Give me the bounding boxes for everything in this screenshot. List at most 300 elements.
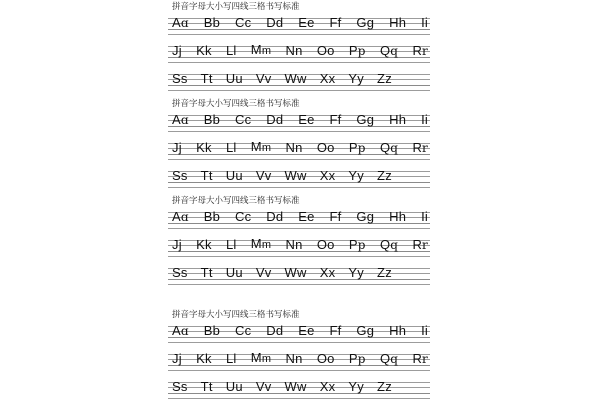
- lowercase-letter: j: [178, 351, 182, 366]
- letter-pair: [412, 141, 428, 155]
- uppercase-letter: P: [348, 43, 358, 58]
- letter-pair: [380, 44, 398, 58]
- lowercase-letter: x: [328, 168, 336, 183]
- lowercase-letter: y: [357, 379, 364, 394]
- lowercase-letter: n: [295, 140, 303, 155]
- lowercase-letter: u: [235, 71, 243, 86]
- lowercase-letter: z: [385, 265, 392, 280]
- letter-pair: [380, 352, 398, 366]
- lowercase-letter: e: [307, 323, 315, 338]
- lowercase-letter: w: [297, 71, 307, 86]
- letter-pair: [196, 238, 212, 252]
- letter-pair: [172, 324, 189, 338]
- letter-pair: [286, 238, 303, 252]
- letter-pair: [235, 16, 251, 30]
- lowercase-letter: f: [337, 15, 342, 30]
- uppercase-letter: J: [172, 140, 179, 155]
- lowercase-letter: e: [307, 209, 315, 224]
- letter-pair: [320, 72, 336, 86]
- letter-pair: [349, 352, 366, 366]
- letter-pair: [412, 44, 428, 58]
- lowercase-letter: i: [424, 209, 428, 224]
- letter-pair: [317, 141, 335, 155]
- lowercase-letter: f: [337, 323, 342, 338]
- uppercase-letter: Y: [348, 71, 358, 86]
- lowercase-letter: d: [275, 209, 284, 224]
- letter-pairs: [172, 16, 428, 36]
- letter-pair: [266, 16, 283, 30]
- uppercase-letter: X: [319, 379, 329, 394]
- lowercase-letter: y: [357, 71, 364, 86]
- letter-pair: [172, 141, 182, 155]
- lowercase-letter: e: [307, 15, 315, 30]
- lowercase-letter: l: [233, 351, 237, 366]
- letter-pair: [421, 16, 428, 30]
- letter-pair: [349, 44, 366, 58]
- letter-pair: [286, 141, 303, 155]
- lowercase-letter: g: [366, 323, 375, 338]
- lowercase-letter: h: [398, 209, 407, 224]
- letter-pair: [329, 324, 341, 338]
- letter-pairs: [172, 238, 428, 258]
- letter-pair: [412, 238, 428, 252]
- uppercase-letter: Y: [348, 379, 358, 394]
- lowercase-letter: k: [204, 43, 212, 58]
- lowercase-letter: t: [208, 265, 213, 280]
- uppercase-letter: M: [250, 236, 262, 251]
- uppercase-letter: R: [412, 351, 423, 366]
- uppercase-letter: R: [412, 140, 423, 155]
- uppercase-letter: I: [421, 15, 425, 30]
- letter-pair: [266, 210, 283, 224]
- lowercase-letter: n: [295, 351, 303, 366]
- section-title: 拼音字母大小写四线三格书写标准: [172, 99, 300, 109]
- lowercase-letter: j: [178, 43, 182, 58]
- alphabet-section: [168, 310, 430, 402]
- uppercase-letter: V: [255, 265, 265, 280]
- uppercase-letter: F: [329, 209, 338, 224]
- letter-pair: [421, 113, 428, 127]
- letter-pairs: [172, 141, 428, 161]
- uppercase-letter: G: [356, 15, 367, 30]
- letter-pair: [172, 72, 188, 86]
- letter-pair: [172, 380, 188, 394]
- four-line-row: [168, 141, 430, 161]
- lowercase-letter: c: [244, 112, 252, 127]
- lowercase-letter: q: [390, 44, 399, 58]
- letter-pair: [266, 324, 283, 338]
- letter-pairs: [172, 210, 428, 230]
- uppercase-letter: N: [285, 43, 296, 58]
- lowercase-letter: u: [235, 265, 243, 280]
- lowercase-letter: f: [337, 209, 342, 224]
- four-line-row: [168, 380, 430, 400]
- uppercase-letter: A: [172, 209, 181, 224]
- uppercase-letter: S: [172, 168, 181, 183]
- four-line-row: [168, 169, 430, 189]
- uppercase-letter: M: [250, 350, 262, 365]
- uppercase-letter: Y: [348, 265, 358, 280]
- uppercase-letter: U: [225, 265, 236, 280]
- uppercase-letter: Z: [377, 265, 386, 280]
- lowercase-letter: x: [328, 379, 336, 394]
- four-line-row: [168, 238, 430, 258]
- uppercase-letter: E: [298, 112, 308, 127]
- uppercase-letter: Q: [379, 140, 391, 155]
- lowercase-letter: j: [178, 237, 182, 252]
- uppercase-letter: G: [356, 323, 367, 338]
- lowercase-letter: n: [295, 43, 303, 58]
- letter-pair: [349, 238, 366, 252]
- letter-pair: [389, 210, 406, 224]
- uppercase-letter: K: [196, 43, 205, 58]
- letter-pair: [329, 16, 341, 30]
- uppercase-letter: V: [255, 379, 265, 394]
- lowercase-letter: g: [366, 112, 375, 127]
- lowercase-letter: g: [366, 15, 375, 30]
- lowercase-letter: z: [385, 71, 392, 86]
- uppercase-letter: O: [316, 351, 328, 366]
- lowercase-letter: k: [204, 140, 212, 155]
- letter-pair: [256, 72, 272, 86]
- uppercase-letter: S: [172, 265, 181, 280]
- lowercase-letter: y: [357, 168, 364, 183]
- section-title: 拼音字母大小写四线三格书写标准: [172, 310, 300, 320]
- letter-pair: [226, 44, 237, 58]
- uppercase-letter: K: [196, 237, 205, 252]
- uppercase-letter: X: [319, 71, 329, 86]
- letter-pair: [298, 113, 314, 127]
- letter-pairs: [172, 266, 392, 286]
- lowercase-letter: s: [180, 379, 188, 394]
- uppercase-letter: G: [356, 209, 367, 224]
- letter-pair: [172, 238, 182, 252]
- lowercase-letter: d: [275, 112, 284, 127]
- letter-pair: [172, 352, 182, 366]
- letter-pair: [196, 352, 212, 366]
- uppercase-letter: N: [285, 351, 296, 366]
- letter-pair: [196, 44, 212, 58]
- letter-pair: [266, 113, 283, 127]
- uppercase-letter: P: [348, 140, 358, 155]
- lowercase-letter: r: [422, 352, 428, 366]
- lowercase-letter: v: [264, 265, 272, 280]
- uppercase-letter: E: [298, 323, 308, 338]
- lowercase-letter: p: [357, 238, 366, 252]
- letter-pair: [298, 16, 314, 30]
- lowercase-letter: ɑ: [180, 210, 189, 224]
- uppercase-letter: T: [200, 379, 209, 394]
- uppercase-letter: P: [348, 237, 358, 252]
- uppercase-letter: Q: [379, 237, 391, 252]
- letter-pair: [285, 72, 307, 86]
- uppercase-letter: W: [284, 168, 298, 183]
- letter-pair: [377, 72, 392, 86]
- uppercase-letter: C: [234, 323, 245, 338]
- letter-pair: [389, 16, 406, 30]
- uppercase-letter: B: [203, 209, 213, 224]
- letter-pair: [201, 380, 213, 394]
- letter-pair: [377, 266, 392, 280]
- uppercase-letter: O: [316, 43, 328, 58]
- uppercase-letter: K: [196, 351, 205, 366]
- lowercase-letter: s: [180, 265, 188, 280]
- uppercase-letter: X: [319, 168, 329, 183]
- section-title: 拼音字母大小写四线三格书写标准: [172, 196, 300, 206]
- lowercase-letter: j: [178, 140, 182, 155]
- lowercase-letter: ɑ: [180, 113, 189, 127]
- uppercase-letter: L: [225, 237, 234, 252]
- letter-pair: [380, 141, 398, 155]
- uppercase-letter: H: [389, 323, 399, 338]
- letter-pair: [320, 380, 336, 394]
- letter-pair: [356, 324, 374, 338]
- letter-pair: [317, 352, 335, 366]
- uppercase-letter: T: [200, 71, 209, 86]
- letter-pair: [285, 169, 307, 183]
- letter-pair: [348, 169, 364, 183]
- letter-pair: [356, 16, 374, 30]
- letter-pair: [172, 210, 189, 224]
- uppercase-letter: F: [329, 112, 338, 127]
- uppercase-letter: T: [200, 265, 209, 280]
- lowercase-letter: ɑ: [180, 16, 189, 30]
- lowercase-letter: o: [327, 351, 335, 366]
- uppercase-letter: D: [266, 323, 276, 338]
- letter-pair: [235, 324, 251, 338]
- letter-pair: [226, 266, 243, 280]
- uppercase-letter: Z: [377, 379, 386, 394]
- lowercase-letter: c: [244, 15, 252, 30]
- letter-pair: [389, 324, 406, 338]
- uppercase-letter: D: [266, 112, 276, 127]
- letter-pair: [329, 113, 341, 127]
- uppercase-letter: T: [200, 168, 209, 183]
- four-line-row: [168, 72, 430, 92]
- uppercase-letter: B: [203, 112, 213, 127]
- four-line-row: [168, 16, 430, 36]
- lowercase-letter: k: [204, 351, 212, 366]
- lowercase-letter: w: [297, 265, 307, 280]
- letter-pair: [226, 72, 243, 86]
- lowercase-letter: v: [264, 71, 272, 86]
- letter-pair: [251, 140, 271, 155]
- uppercase-letter: F: [329, 15, 338, 30]
- section-title: 拼音字母大小写四线三格书写标准: [172, 2, 300, 12]
- uppercase-letter: V: [255, 71, 265, 86]
- uppercase-letter: H: [389, 209, 399, 224]
- letter-pair: [226, 380, 243, 394]
- letter-pair: [356, 113, 374, 127]
- uppercase-letter: W: [284, 71, 298, 86]
- alphabet-section: [168, 2, 430, 94]
- uppercase-letter: M: [250, 42, 262, 57]
- letter-pair: [172, 113, 189, 127]
- uppercase-letter: B: [203, 323, 213, 338]
- letter-pair: [196, 141, 212, 155]
- lowercase-letter: r: [422, 238, 428, 252]
- uppercase-letter: U: [225, 168, 236, 183]
- uppercase-letter: P: [348, 351, 358, 366]
- letter-pair: [421, 324, 428, 338]
- uppercase-letter: U: [225, 379, 236, 394]
- uppercase-letter: R: [412, 43, 423, 58]
- lowercase-letter: q: [390, 352, 399, 366]
- lowercase-letter: o: [327, 43, 335, 58]
- uppercase-letter: W: [284, 265, 298, 280]
- uppercase-letter: N: [285, 237, 296, 252]
- letter-pair: [286, 44, 303, 58]
- letter-pair: [226, 169, 243, 183]
- lowercase-letter: d: [275, 15, 284, 30]
- uppercase-letter: X: [319, 265, 329, 280]
- letter-pair: [320, 169, 336, 183]
- lowercase-letter: l: [233, 237, 237, 252]
- letter-pair: [412, 352, 428, 366]
- lowercase-letter: ɑ: [180, 324, 189, 338]
- lowercase-letter: q: [390, 141, 399, 155]
- lowercase-letter: h: [398, 323, 407, 338]
- lowercase-letter: m: [261, 45, 272, 57]
- uppercase-letter: O: [316, 237, 328, 252]
- uppercase-letter: C: [234, 112, 245, 127]
- lowercase-letter: u: [235, 379, 243, 394]
- letter-pair: [377, 169, 392, 183]
- letter-pair: [172, 266, 188, 280]
- uppercase-letter: C: [234, 209, 245, 224]
- letter-pairs: [172, 44, 428, 64]
- letter-pair: [285, 380, 307, 394]
- letter-pair: [235, 210, 251, 224]
- lowercase-letter: p: [357, 141, 366, 155]
- four-line-row: [168, 210, 430, 230]
- uppercase-letter: N: [285, 140, 296, 155]
- letter-pair: [298, 210, 314, 224]
- letter-pair: [172, 169, 188, 183]
- letter-pair: [349, 141, 366, 155]
- lowercase-letter: c: [244, 323, 252, 338]
- lowercase-letter: i: [424, 323, 428, 338]
- lowercase-letter: f: [337, 112, 342, 127]
- letter-pairs: [172, 169, 392, 189]
- letter-pairs: [172, 72, 392, 92]
- lowercase-letter: b: [212, 15, 221, 30]
- lowercase-letter: e: [307, 112, 315, 127]
- lowercase-letter: v: [264, 168, 272, 183]
- uppercase-letter: A: [172, 323, 181, 338]
- uppercase-letter: M: [250, 139, 262, 154]
- letter-pair: [235, 113, 251, 127]
- lowercase-letter: s: [180, 168, 188, 183]
- letter-pair: [256, 266, 272, 280]
- letter-pair: [389, 113, 406, 127]
- lowercase-letter: o: [327, 140, 335, 155]
- four-line-row: [168, 266, 430, 286]
- uppercase-letter: V: [255, 168, 265, 183]
- letter-pair: [256, 169, 272, 183]
- lowercase-letter: m: [261, 239, 272, 251]
- uppercase-letter: W: [284, 379, 298, 394]
- letter-pair: [317, 44, 335, 58]
- lowercase-letter: t: [208, 168, 213, 183]
- uppercase-letter: D: [266, 15, 276, 30]
- letter-pair: [201, 72, 213, 86]
- uppercase-letter: I: [421, 209, 425, 224]
- letter-pairs: [172, 380, 392, 400]
- lowercase-letter: c: [244, 209, 252, 224]
- lowercase-letter: l: [233, 43, 237, 58]
- lowercase-letter: v: [264, 379, 272, 394]
- letter-pair: [251, 237, 271, 252]
- uppercase-letter: L: [225, 351, 234, 366]
- uppercase-letter: K: [196, 140, 205, 155]
- lowercase-letter: p: [357, 352, 366, 366]
- letter-pair: [226, 238, 237, 252]
- lowercase-letter: w: [297, 168, 307, 183]
- lowercase-letter: y: [357, 265, 364, 280]
- alphabet-section: [168, 196, 430, 288]
- uppercase-letter: Z: [377, 71, 386, 86]
- letter-pair: [348, 380, 364, 394]
- uppercase-letter: B: [203, 15, 213, 30]
- uppercase-letter: Q: [379, 351, 391, 366]
- lowercase-letter: s: [180, 71, 188, 86]
- lowercase-letter: i: [424, 112, 428, 127]
- lowercase-letter: z: [385, 168, 392, 183]
- uppercase-letter: C: [234, 15, 245, 30]
- four-line-row: [168, 113, 430, 133]
- four-line-row: [168, 324, 430, 344]
- uppercase-letter: Z: [377, 168, 386, 183]
- uppercase-letter: L: [225, 43, 234, 58]
- lowercase-letter: b: [212, 209, 221, 224]
- uppercase-letter: I: [421, 112, 425, 127]
- uppercase-letter: J: [172, 43, 179, 58]
- lowercase-letter: g: [366, 209, 375, 224]
- lowercase-letter: u: [235, 168, 243, 183]
- letter-pair: [251, 43, 271, 58]
- letter-pair: [226, 141, 237, 155]
- lowercase-letter: b: [212, 323, 221, 338]
- lowercase-letter: q: [390, 238, 399, 252]
- four-line-row: [168, 352, 430, 372]
- lowercase-letter: p: [357, 44, 366, 58]
- letter-pair: [286, 352, 303, 366]
- letter-pair: [285, 266, 307, 280]
- letter-pair: [201, 266, 213, 280]
- letter-pair: [317, 238, 335, 252]
- uppercase-letter: F: [329, 323, 338, 338]
- letter-pair: [172, 44, 182, 58]
- lowercase-letter: b: [212, 112, 221, 127]
- uppercase-letter: J: [172, 237, 179, 252]
- uppercase-letter: I: [421, 323, 425, 338]
- lowercase-letter: m: [261, 353, 272, 365]
- letter-pairs: [172, 352, 428, 372]
- letter-pair: [204, 113, 220, 127]
- lowercase-letter: x: [328, 71, 336, 86]
- lowercase-letter: w: [297, 379, 307, 394]
- letter-pair: [256, 380, 272, 394]
- lowercase-letter: h: [398, 112, 407, 127]
- letter-pairs: [172, 113, 428, 133]
- letter-pair: [172, 16, 189, 30]
- worksheet-page: [168, 2, 430, 398]
- letter-pair: [356, 210, 374, 224]
- lowercase-letter: n: [295, 237, 303, 252]
- four-line-row: [168, 44, 430, 64]
- uppercase-letter: O: [316, 140, 328, 155]
